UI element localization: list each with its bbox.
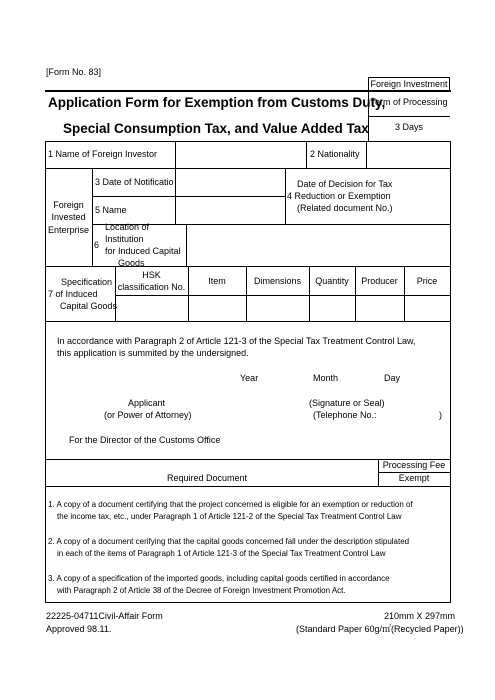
processing-fee-value: Exempt [398, 473, 430, 483]
col-producer: Producer [361, 276, 398, 286]
form-title-line1: Application Form for Exemption from Customs Duty, [48, 95, 386, 110]
telephone-close: ) [439, 410, 442, 420]
form-category: Foreign Investment [370, 79, 448, 89]
declaration-text-line2: this application is summited by the undersigned. [57, 348, 249, 358]
nationality-field[interactable] [367, 142, 449, 167]
footer-paper-size: 210mm X 297mm [384, 611, 456, 621]
enterprise-label-3: Enterprise [47, 225, 90, 235]
col-quantity: Quantity [315, 276, 349, 286]
institution-location-field[interactable] [187, 225, 449, 265]
footer-paper-type: (Standard Paper 60g/㎡(Recycled Paper)) [296, 624, 464, 634]
attorney-label: (or Power of Attorney) [104, 410, 192, 420]
col-price: Price [416, 276, 438, 286]
col-item: Item [208, 276, 226, 286]
applicant-label: Applicant [128, 398, 166, 408]
item-cell[interactable] [189, 296, 245, 320]
signature-label: (Signature or Seal) [309, 398, 385, 408]
location-label-2: Institution [105, 234, 144, 244]
required-document-heading: Required Document [167, 473, 248, 483]
goods-row-label-1: Specification [61, 277, 113, 287]
notification-date-label: 3 Date of Notificatio [95, 177, 174, 187]
term-of-processing-value: 3 Days [394, 122, 423, 132]
location-label-1: Location of [105, 222, 150, 232]
notification-date-field[interactable] [176, 169, 284, 195]
footer-approved: Approved 98.11. [46, 624, 112, 634]
producer-cell[interactable] [356, 296, 403, 320]
form-title-line2: Special Consumption Tax, and Value Added Tax [63, 121, 369, 136]
decision-date-label-2: 4 Reduction or Exemption [287, 191, 391, 201]
foreign-investor-name-label: 1 Name of Foreign Investor [48, 149, 158, 159]
telephone-label: (Telephone No.: [313, 410, 377, 420]
footer-form-code: 22225-04711Civil-Affair Form [46, 611, 163, 621]
goods-row-label-3: Capital Goods [60, 301, 118, 311]
enterprise-label: Foreign [53, 200, 84, 210]
required-doc-2-line1: 2. A copy of a document cerifying that the capital goods concerned fall under the description stipulated [48, 537, 410, 546]
date-month-label: Month [313, 373, 339, 383]
decision-date-label-1: Date of Decision for Tax [297, 179, 393, 189]
location-label-4: Goods [118, 258, 145, 266]
required-doc-1-line2: the income tax, etc., under Paragraph 1 of Article 121-2 of the Special Tax Treatment Control Law [57, 512, 402, 521]
foreign-investor-name-field[interactable] [176, 142, 305, 167]
hsk-cell[interactable] [116, 296, 187, 320]
date-year-label: Year [240, 373, 259, 383]
enterprise-name-label: 5 Name [95, 205, 127, 215]
form-number: [Form No. 83] [46, 67, 102, 77]
goods-row-label-2: 7 of Induced [48, 289, 98, 299]
col-hsk-1: HSK [142, 270, 161, 280]
location-number: 6 [94, 240, 100, 250]
term-of-processing-label: Term of Processing [370, 97, 448, 107]
required-doc-3-line1: 3. A copy of a specification of the imported goods, including capital goods certified in accordance [48, 574, 390, 583]
date-day-label: Day [384, 373, 401, 383]
enterprise-name-field[interactable] [176, 197, 284, 223]
col-hsk-2: classification No. [117, 282, 186, 292]
dimensions-cell[interactable] [247, 296, 308, 320]
processing-fee-label: Processing Fee [382, 460, 446, 470]
price-cell[interactable] [405, 296, 449, 320]
decision-date-label-3: (Related document No.) [297, 203, 393, 213]
quantity-cell[interactable] [310, 296, 354, 320]
col-dimensions: Dimensions [253, 276, 302, 286]
required-doc-3-line2: with Paragraph 2 of Article 38 of the Decree of Foreign Investment Promotion Act. [57, 586, 346, 595]
required-doc-1-line1: 1. A copy of a document certifying that the project concerned is eligible for an exemption or reduction of [48, 500, 413, 509]
required-doc-2-line2: in each of the items of Paragraph 1 of Article 121-3 of the Special Tax Treatment Control Law [57, 549, 386, 558]
declaration-text-line1: In accordance with Paragraph 2 of Article 121-3 of the Special Tax Treatment Control Law, [57, 336, 416, 346]
director-label: For the Director of the Customs Office [69, 435, 221, 445]
enterprise-label-2: Invested [51, 212, 86, 222]
nationality-label: 2 Nationality [310, 149, 360, 159]
location-label-3: for Induced Capital [105, 246, 181, 256]
